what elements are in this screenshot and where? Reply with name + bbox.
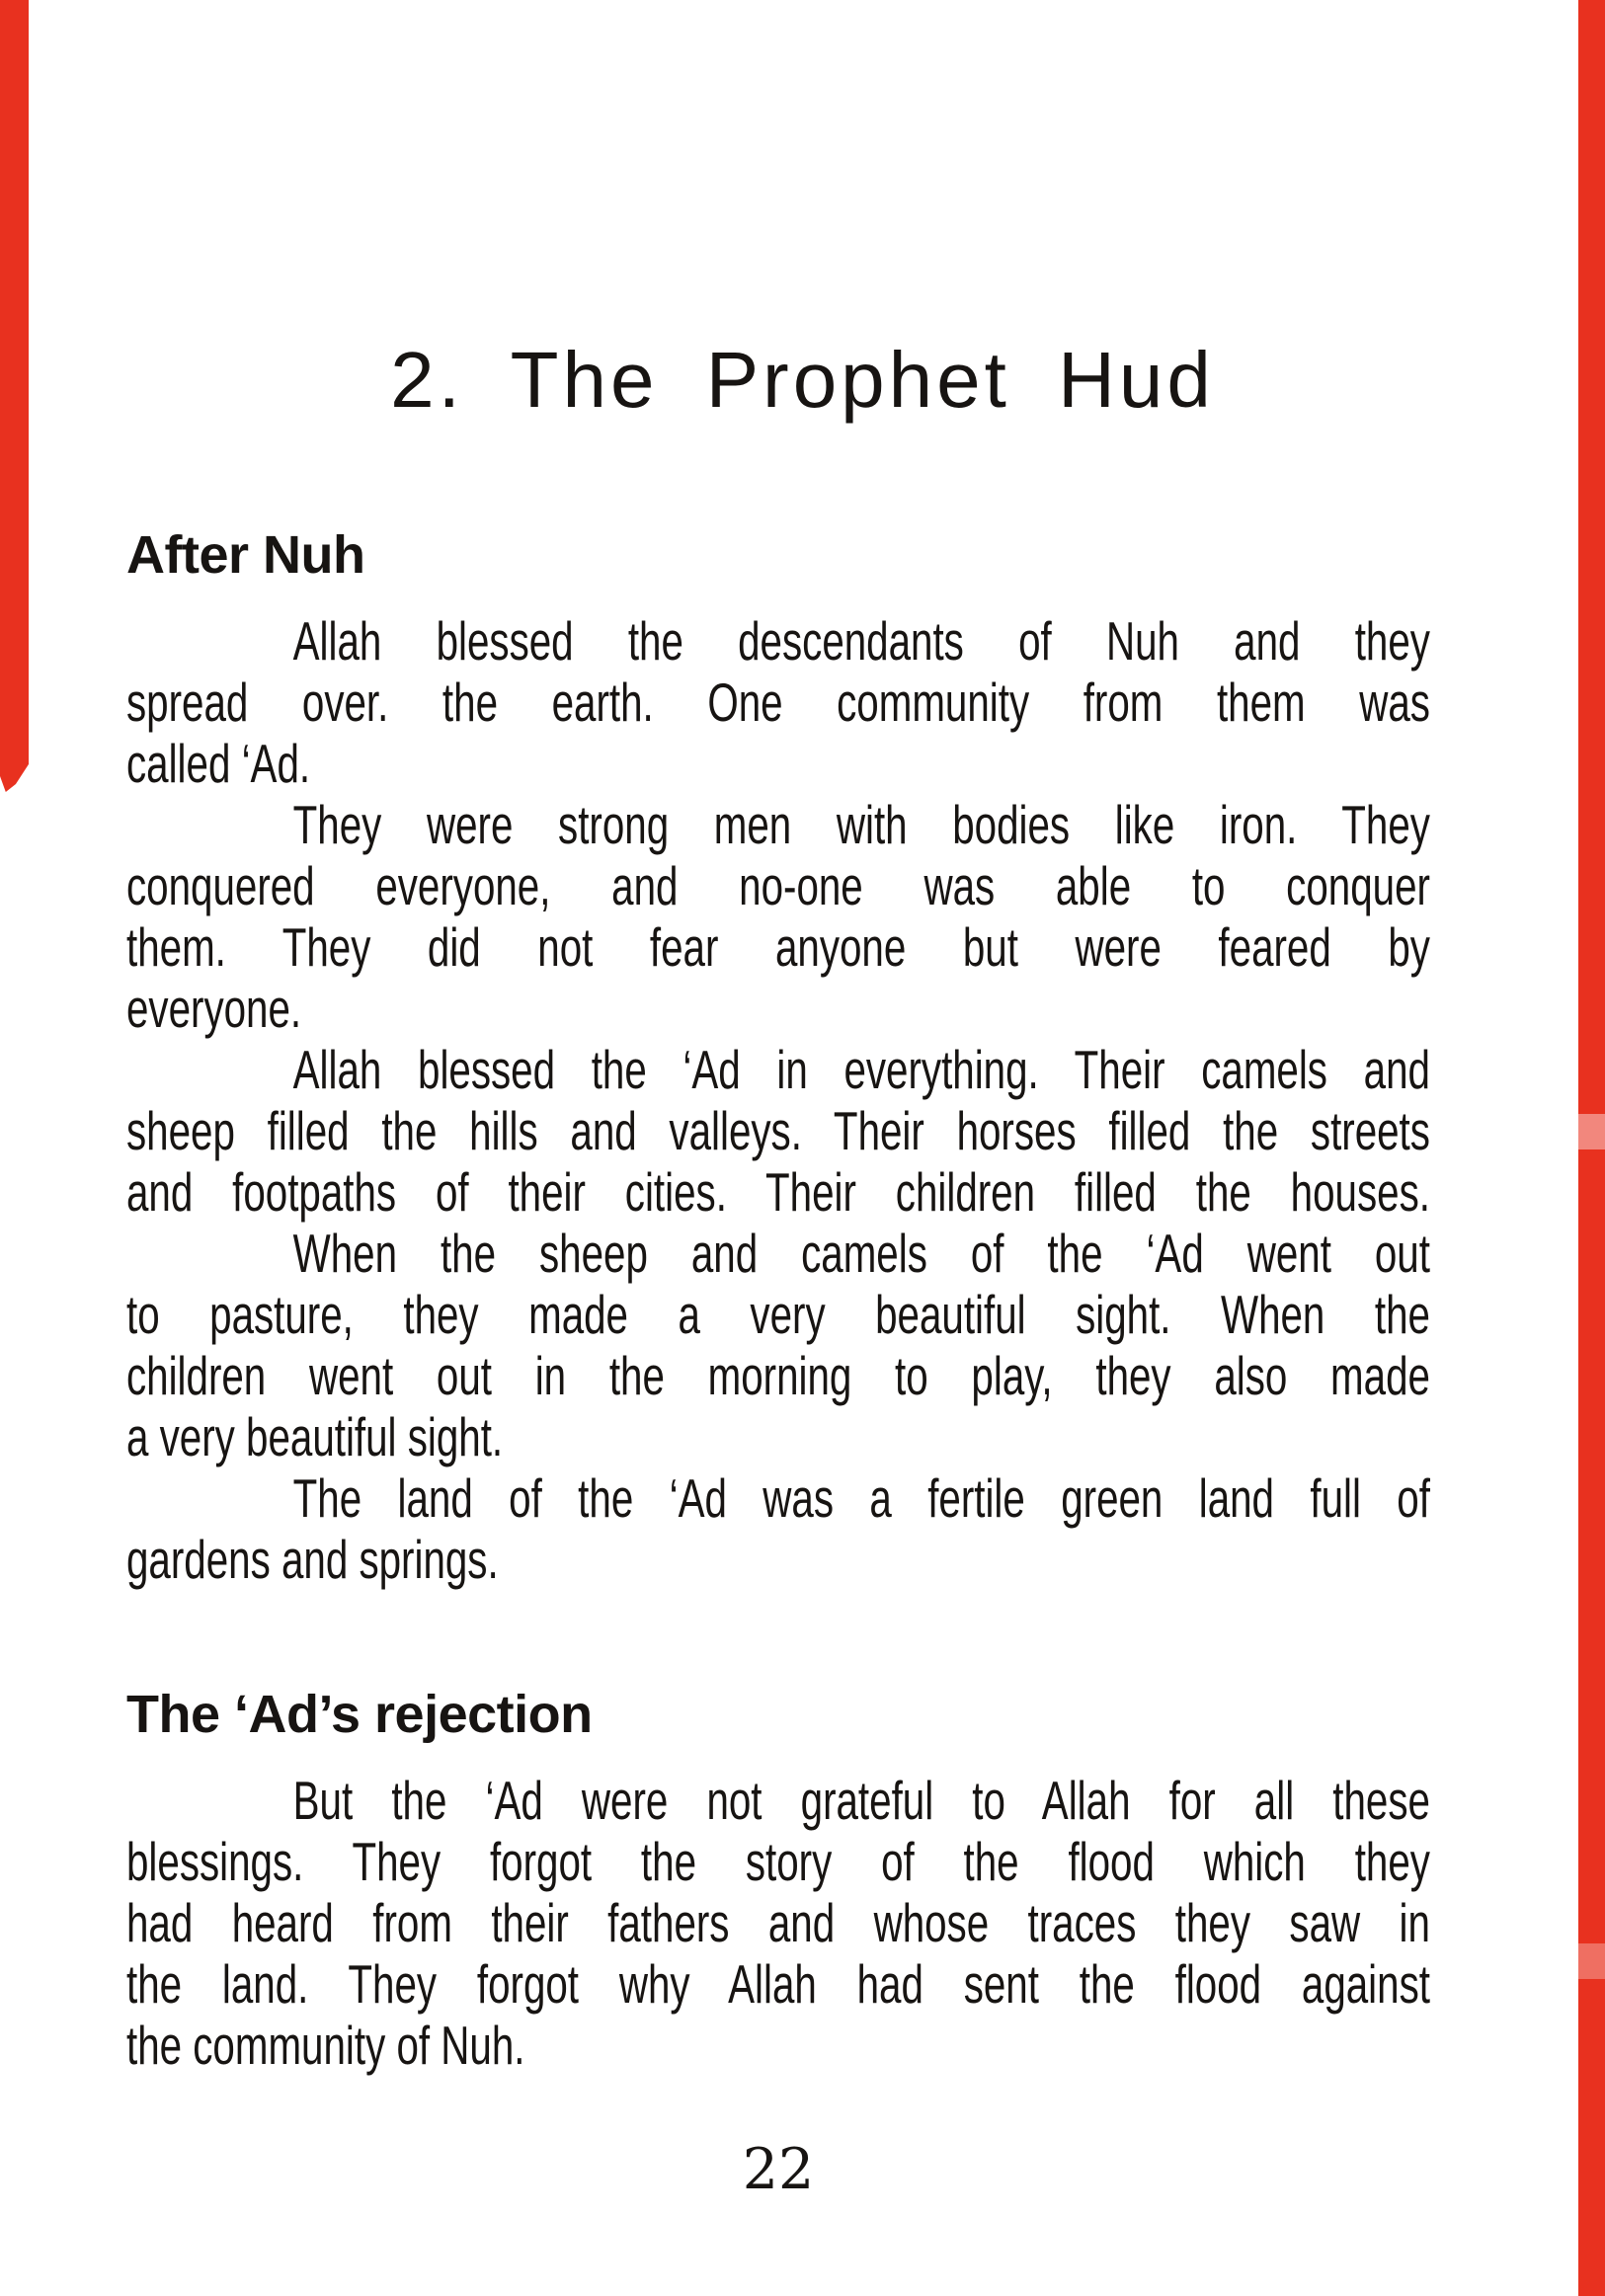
paragraph — [126, 610, 1430, 794]
page-number: 22 — [742, 2137, 815, 2202]
text-line: them. They did not fear anyone but were feared by — [126, 916, 1430, 978]
text-line: and footpaths of their cities. Their children filled the houses. — [126, 1161, 1430, 1223]
text-line: children went out in the morning to play, they also made — [126, 1345, 1430, 1406]
paragraph — [126, 794, 1430, 1039]
paragraph — [126, 1770, 1430, 2076]
section-heading-ads-rejection: The ‘Ad’s rejection — [126, 1685, 593, 1744]
section-after-nuh-paragraphs — [126, 610, 1430, 1590]
text-line: called ‘Ad. — [126, 733, 311, 794]
section-heading-after-nuh: After Nuh — [126, 525, 365, 585]
text-line: conquered everyone, and no-one was able to conquer — [126, 855, 1430, 916]
text-line: gardens and springs. — [126, 1529, 499, 1590]
text-line: everyone. — [126, 978, 302, 1039]
paragraph — [126, 1039, 1430, 1223]
text-line: But the ‘Ad were not grateful to Allah for all these — [292, 1770, 1430, 1831]
text-line: They were strong men with bodies like iron. They — [292, 794, 1430, 855]
text-line: blessings. They forgot the story of the flood which they — [126, 1831, 1430, 1892]
text-line: a very beautiful sight. — [126, 1406, 504, 1467]
text-line: Allah blessed the ‘Ad in everything. Their camels and — [292, 1039, 1430, 1100]
text-line: sheep filled the hills and valleys. Their horses filled the streets — [126, 1100, 1430, 1161]
section-ads-rejection-paragraphs — [126, 1770, 1430, 2076]
text-line: the land. They forgot why Allah had sent the flood against — [126, 1953, 1430, 2015]
text-line: The land of the ‘Ad was a fertile green land full of — [292, 1467, 1430, 1529]
text-line: spread over. the earth. One community from them was — [126, 672, 1430, 733]
text-column — [126, 524, 1430, 2076]
paragraph — [126, 1223, 1430, 1467]
chapter-title: 2. The Prophet Hud — [390, 336, 1215, 424]
paragraph — [126, 1467, 1430, 1590]
text-line: to pasture, they made a very beautiful sight. When the — [126, 1284, 1430, 1345]
text-line: When the sheep and camels of the ‘Ad went out — [292, 1223, 1430, 1284]
text-line: the community of Nuh. — [126, 2015, 525, 2076]
text-line: Allah blessed the descendants of Nuh and they — [292, 610, 1430, 672]
text-line: had heard from their fathers and whose traces they saw in — [126, 1892, 1430, 1953]
